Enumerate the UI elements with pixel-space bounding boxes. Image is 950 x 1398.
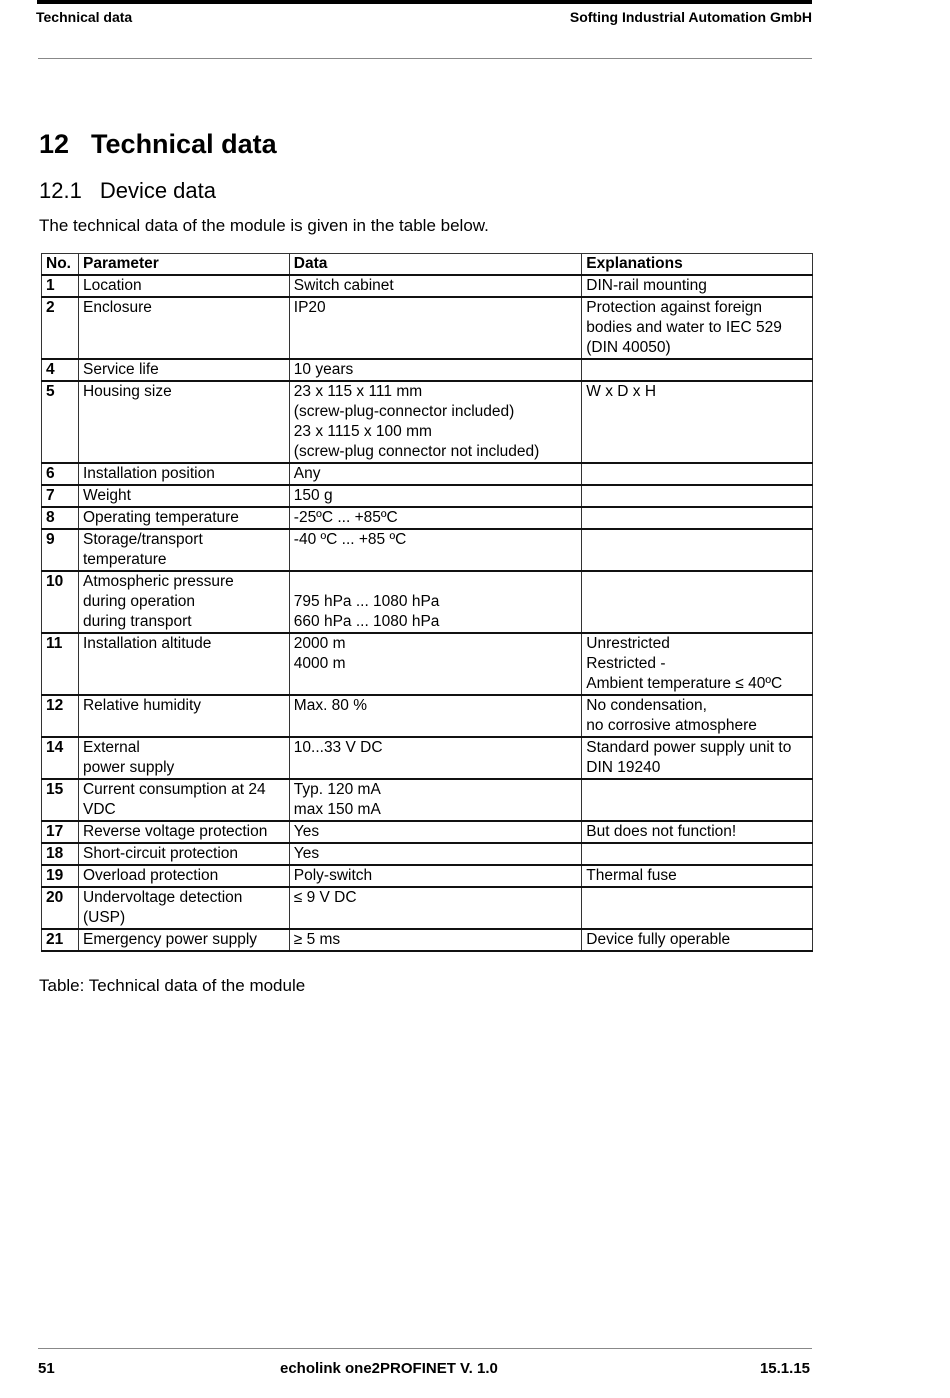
table-row <box>42 929 813 951</box>
cell-explanation: W x D x H <box>582 381 813 463</box>
cell-parameter: External power supply <box>78 737 289 779</box>
cell-no: 4 <box>42 359 79 381</box>
cell-explanation <box>582 843 813 865</box>
cell-parameter: Undervoltage detection (USP) <box>78 887 289 929</box>
section-title: Device data <box>99 178 217 203</box>
cell-data: Typ. 120 mA max 150 mA <box>289 779 581 821</box>
table-header-row <box>42 254 813 276</box>
cell-explanation <box>582 887 813 929</box>
cell-parameter: Atmospheric pressure during operation during transport <box>78 571 289 633</box>
cell-no: 14 <box>42 737 79 779</box>
cell-explanation <box>582 779 813 821</box>
page-number: 51 <box>38 1360 55 1377</box>
table-row <box>42 297 813 359</box>
table-row <box>42 507 813 529</box>
cell-no: 15 <box>42 779 79 821</box>
table-row <box>42 633 813 695</box>
cell-explanation: DIN-rail mounting <box>582 275 813 297</box>
cell-explanation: Thermal fuse <box>582 865 813 887</box>
footer-date: 15.1.15 <box>759 1360 810 1377</box>
cell-explanation <box>582 463 813 485</box>
cell-data: 10...33 V DC <box>289 737 581 779</box>
cell-parameter: Relative humidity <box>78 695 289 737</box>
table-row <box>42 843 813 865</box>
chapter-heading <box>39 129 277 160</box>
cell-explanation <box>582 485 813 507</box>
cell-data: 2000 m 4000 m <box>289 633 581 695</box>
table-row <box>42 359 813 381</box>
cell-data: ≥ 5 ms <box>289 929 581 951</box>
footer-product: echolink one2PROFINET V. 1.0 <box>280 1360 498 1377</box>
intro-paragraph: The technical data of the module is given in the table below. <box>39 216 489 235</box>
cell-parameter: Location <box>78 275 289 297</box>
cell-no: 18 <box>42 843 79 865</box>
technical-data-table <box>41 253 813 952</box>
cell-explanation: Standard power supply unit to DIN 19240 <box>582 737 813 779</box>
chapter-title: Technical data <box>91 129 277 159</box>
cell-no: 6 <box>42 463 79 485</box>
cell-explanation: Protection against foreign bodies and water to IEC 529 (DIN 40050) <box>582 297 813 359</box>
cell-data: Yes <box>289 843 581 865</box>
cell-no: 7 <box>42 485 79 507</box>
cell-parameter: Short-circuit protection <box>78 843 289 865</box>
cell-no: 8 <box>42 507 79 529</box>
cell-explanation <box>582 507 813 529</box>
cell-parameter: Overload protection <box>78 865 289 887</box>
cell-no: 20 <box>42 887 79 929</box>
header-company: Softing Industrial Automation GmbH <box>569 9 812 25</box>
column-header-parameter: Parameter <box>78 254 289 276</box>
cell-no: 11 <box>42 633 79 695</box>
cell-explanation <box>582 529 813 571</box>
cell-no: 10 <box>42 571 79 633</box>
cell-parameter: Storage/transport temperature <box>78 529 289 571</box>
column-header-no: No. <box>42 254 79 276</box>
cell-data: Poly-switch <box>289 865 581 887</box>
cell-data: 795 hPa ... 1080 hPa 660 hPa ... 1080 hPa <box>289 571 581 633</box>
header-top-rule <box>37 0 812 4</box>
cell-data: Max. 80 % <box>289 695 581 737</box>
table-row <box>42 571 813 633</box>
cell-data: IP20 <box>289 297 581 359</box>
chapter-number: 12 <box>39 129 70 159</box>
table-row <box>42 779 813 821</box>
cell-no: 2 <box>42 297 79 359</box>
cell-explanation: But does not function! <box>582 821 813 843</box>
table-row <box>42 737 813 779</box>
cell-data: 10 years <box>289 359 581 381</box>
section-heading <box>39 178 216 204</box>
table-caption: Table: Technical data of the module <box>39 976 306 995</box>
cell-data: Any <box>289 463 581 485</box>
cell-no: 5 <box>42 381 79 463</box>
cell-parameter: Emergency power supply <box>78 929 289 951</box>
table-row <box>42 821 813 843</box>
cell-no: 9 <box>42 529 79 571</box>
cell-data: ≤ 9 V DC <box>289 887 581 929</box>
cell-parameter: Weight <box>78 485 289 507</box>
header-divider <box>38 58 812 59</box>
footer-divider <box>38 1348 812 1349</box>
cell-explanation: Device fully operable <box>582 929 813 951</box>
section-number: 12.1 <box>39 178 82 203</box>
column-header-data: Data <box>289 254 581 276</box>
table-row <box>42 865 813 887</box>
cell-data: -25ºC ... +85ºC <box>289 507 581 529</box>
cell-data: Switch cabinet <box>289 275 581 297</box>
cell-no: 19 <box>42 865 79 887</box>
table-row <box>42 381 813 463</box>
cell-no: 17 <box>42 821 79 843</box>
cell-explanation: No condensation, no corrosive atmosphere <box>582 695 813 737</box>
table-row <box>42 463 813 485</box>
table-row <box>42 485 813 507</box>
cell-parameter: Service life <box>78 359 289 381</box>
table-row <box>42 887 813 929</box>
cell-data: Yes <box>289 821 581 843</box>
table-body <box>42 275 813 951</box>
cell-no: 12 <box>42 695 79 737</box>
cell-data: 150 g <box>289 485 581 507</box>
cell-data: 23 x 115 x 111 mm (screw-plug-connector included) 23 x 1115 x 100 mm (screw-plug connector not included) <box>289 381 581 463</box>
table-row <box>42 275 813 297</box>
cell-parameter: Installation altitude <box>78 633 289 695</box>
cell-parameter: Reverse voltage protection <box>78 821 289 843</box>
cell-parameter: Housing size <box>78 381 289 463</box>
table-row <box>42 529 813 571</box>
cell-parameter: Installation position <box>78 463 289 485</box>
cell-no: 1 <box>42 275 79 297</box>
cell-parameter: Enclosure <box>78 297 289 359</box>
column-header-explanations: Explanations <box>582 254 813 276</box>
header-left-title: Technical data <box>36 9 133 25</box>
cell-parameter: Current consumption at 24 VDC <box>78 779 289 821</box>
cell-data: -40 ºC ... +85 ºC <box>289 529 581 571</box>
cell-parameter: Operating temperature <box>78 507 289 529</box>
cell-no: 21 <box>42 929 79 951</box>
cell-explanation <box>582 571 813 633</box>
cell-explanation: Unrestricted Restricted - Ambient temperature ≤ 40ºC <box>582 633 813 695</box>
table-row <box>42 695 813 737</box>
cell-explanation <box>582 359 813 381</box>
